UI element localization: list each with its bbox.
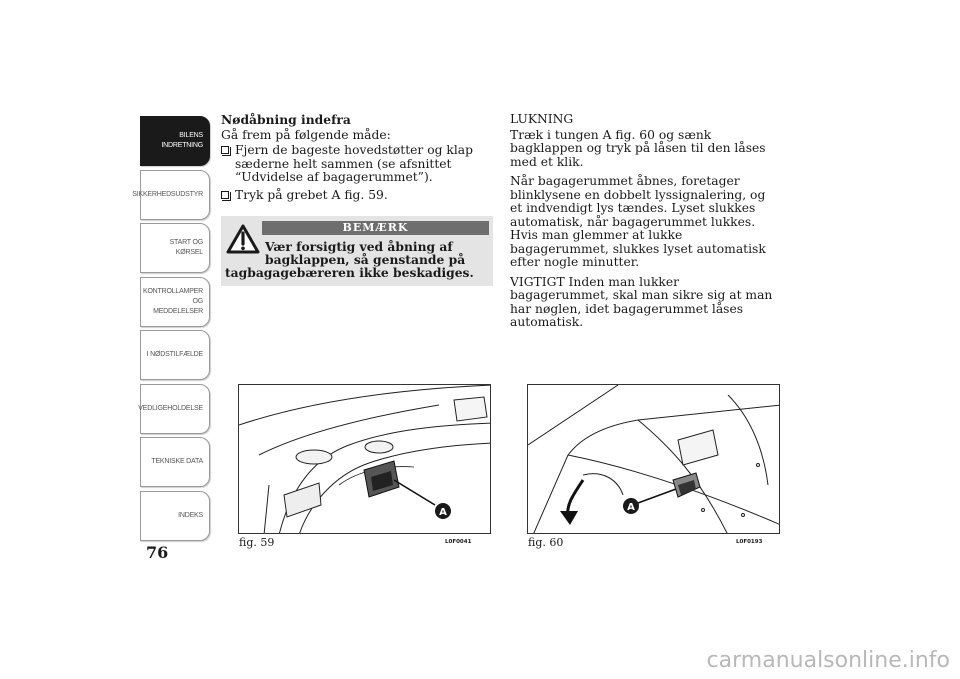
tab-i-nodstilfaelde[interactable]: I NØDSTILFÆLDE bbox=[140, 330, 210, 380]
figure-59 bbox=[238, 384, 491, 534]
figure-60 bbox=[527, 384, 780, 534]
figure-caption: fig. 59 bbox=[239, 536, 275, 549]
tailgate-release-illustration bbox=[239, 385, 491, 534]
page-number: 76 bbox=[146, 543, 169, 562]
trunk-closing-illustration bbox=[528, 385, 780, 534]
paragraph: Træk i tungen A fig. 60 og sænk bagklappen og tryk på låsen til den låses med et klik. bbox=[510, 127, 766, 169]
note-title: BEMÆRK bbox=[262, 221, 489, 235]
paragraph: VIGTIGT Inden man lukker bagagerummet, skal man sikre sig at man har nøglen, idet bagagerummet låses automatisk. bbox=[510, 274, 773, 329]
list-item: Fjern de bageste hovedstøtter og klap sæderne helt sammen (se afsnittet “Udvidelse af bagagerummet”). bbox=[221, 144, 491, 185]
tab-sikkerhedsudstyr[interactable]: SIKKERHEDSUDSTYR bbox=[140, 170, 210, 220]
watermark: carmanualsonline.info bbox=[706, 648, 950, 673]
figure-caption: fig. 60 bbox=[528, 536, 564, 549]
section-heading-lukning: LUKNING bbox=[510, 112, 574, 126]
checkbox-bullet-icon bbox=[221, 191, 229, 199]
tab-bilens-indretning[interactable]: BILENS INDRETNING bbox=[140, 116, 210, 166]
callout-a-label: A bbox=[439, 507, 447, 518]
tab-tekniske-data[interactable]: TEKNISKE DATA bbox=[140, 437, 210, 487]
note-text: Vær forsigtig ved åbning af bagklappen, så genstande på tagbagagebæreren ikke beskadiges. bbox=[225, 239, 474, 280]
left-column bbox=[221, 113, 491, 206]
checkbox-bullet-icon bbox=[221, 146, 229, 154]
figure-code: L0F0041 bbox=[445, 539, 472, 545]
figure-code: L0F0193 bbox=[736, 539, 763, 545]
paragraph: Når bagagerummet åbnes, foretager blinklysene en dobbelt lyssignalering, og et indvendigt lys tændes. Lyset slukkes automatisk, når bagagerummet lukkes. Hvis man glemmer at lukke bagagerummet, slukkes lyset automatisk efter nogle minutter. bbox=[510, 174, 766, 269]
tab-vedligeholdelse[interactable]: VEDLIGEHOLDELSE bbox=[140, 384, 210, 434]
section-heading: Nødåbning indefra bbox=[221, 112, 351, 127]
right-column bbox=[510, 113, 780, 336]
list-item: Tryk på grebet A fig. 59. bbox=[221, 189, 491, 203]
intro-text: Gå frem på følgende måde: bbox=[221, 127, 391, 142]
tab-kontrollamper[interactable]: KONTROLLAMPER OG MEDDELELSER bbox=[140, 277, 210, 327]
tab-indeks[interactable]: INDEKS bbox=[140, 491, 210, 541]
callout-a-label: A bbox=[627, 502, 635, 513]
tab-start-og-korsel[interactable]: START OG KØRSEL bbox=[140, 223, 210, 273]
